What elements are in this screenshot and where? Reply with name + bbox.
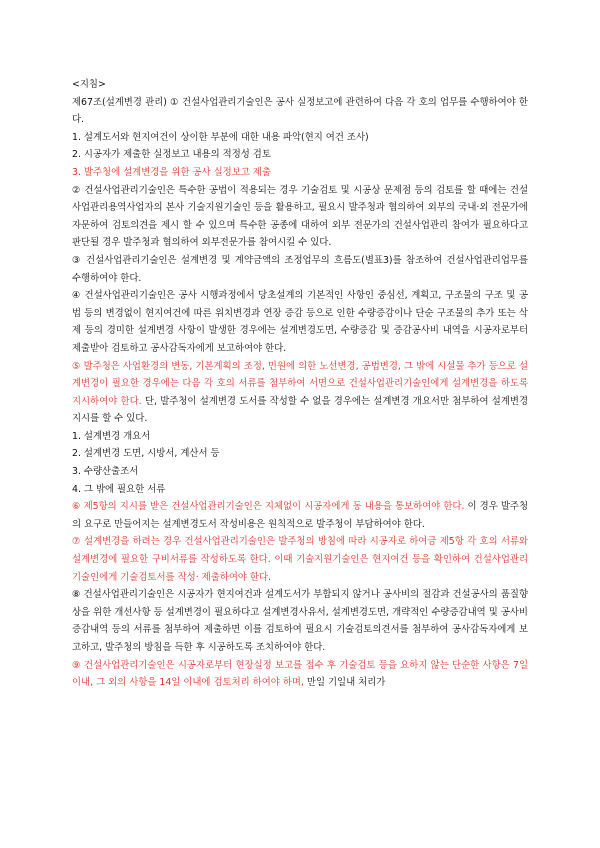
guideline-heading: <지침> bbox=[72, 79, 106, 90]
list-item: 2. 시공자가 제출한 실정보고 내용의 적정성 검토 bbox=[72, 149, 271, 161]
list-item: 3. 수량산출조서 bbox=[72, 466, 139, 478]
list-item: 1. 설계도서와 현지여건이 상이한 부분에 대한 내용 파악(현지 여건 조사) bbox=[72, 131, 369, 143]
paragraph-8: ⑧ 건설사업관리기술인은 시공자가 현지여건과 설계도서가 부합되지 않거나 공사비의 절감과 건설공사의 품질향상을 위한 개선사항 등 설계변경이 필요하다고 설계변경사유서, 설계변경도면, 개략적인 수량증감내역 및 공사비 증감내역 등의 서류를 첨부하여 제출하면 이를 검토하여 필요시 기술검토의견서를 첨부하여 공사감독자에게 보고하고, 발주청의 방침을 득한 후 시공하도록 조치하여야 한다. bbox=[72, 589, 528, 653]
article-title: 제67조(설계변경 관리) bbox=[72, 96, 167, 108]
list-item: 1. 설계변경 개요서 bbox=[72, 430, 151, 442]
article-intro: ① 건설사업관리기술인은 공사 실정보고에 관련하여 다음 각 호의 업무를 수행하여야 한다. bbox=[72, 96, 528, 126]
paragraph-4: ④ 건설사업관리기술인은 공사 시행과정에서 당초설계의 기본적인 사항인 중심선, 계획고, 구조물의 구조 및 공법 등의 변경없이 현지여건에 따른 위치변경과 연장 증감 등으로 인한 수량증감이나 단순 구조물의 추가 또는 삭제 등의 경미한 설계변경 사항이 발생한 경우에는 설계변경도면, 수량증감 및 증감공사비 내역을 시공자로부터 제출받아 검토하고 공사감독자에게 보고하여야 한다. bbox=[72, 290, 528, 354]
paragraph-5 bbox=[72, 358, 528, 428]
paragraph-6-text: 이 경우 발주청의 요구로 만들어지는 설계변경도서 작성비용은 원칙적으로 발주청이 부담하여야 한다. bbox=[72, 501, 529, 530]
paragraph-5-text: 단, 발주청이 설계변경 도서를 작성할 수 없을 경우에는 설계변경 개요서만 첨부하여 설계변경 지시를 할 수 있다. bbox=[72, 395, 528, 425]
paragraph-5-highlighted: ⑤ 발주청은 사업환경의 변동, 기본계획의 조정, 민원에 의한 노선변경, 공법변경, 그 밖에 시설물 추가 등으로 설계변경이 필요한 경우에는 다음 각 호의 서류를 첨부하여 서면으로 건설사업관리기술인에게 설계변경을 하도록 지시하여야 한다. bbox=[72, 360, 528, 407]
paragraph-2: ② 건설사업관리기술인은 특수한 공법이 적용되는 경우 기술검토 및 시공상 문제점 등의 검토를 할 때에는 건설사업관리용역사업자의 본사 기술지원기술인 등을 활용하고, 필요시 발주청과 협의하여 외부의 국내·외 전문가에 자문하여 검토의견을 제시 할 수 있으며 특수한 공종에 대하여 외부 전문가의 건설사업관리 참여가 필요하다고 판단될 경우 발주청과 협의하여 외부전문가를 참여시킬 수 있다. bbox=[72, 184, 528, 249]
paragraph-9-highlighted: ⑨ 건설사업관리기술인은 시공자로부터 현장실정 보고를 접수 후 기술검토 등을 요하지 않는 단순한 사항은 7일 이내, 그 외의 사항을 14일 이내에 검토처리 하여야 하며, bbox=[72, 659, 528, 689]
paragraph-6-highlighted: ⑥ 제5항의 지시를 받은 건설사업관리기술인은 지체없이 시공자에게 동 내용을 통보하여야 한다. bbox=[72, 501, 465, 513]
paragraph-3: ③ 건설사업관리기술인은 설계변경 및 계약금액의 조정업무의 흐름도(별표3)를 참조하여 건설사업관리업무를 수행하여야 한다. bbox=[72, 254, 528, 284]
document-page bbox=[72, 76, 528, 692]
list-item-highlighted: 3. 발주청에 설계변경을 위한 공사 실정보고 제출 bbox=[72, 166, 271, 178]
article-intro-paragraph bbox=[72, 94, 528, 129]
paragraph-7-highlighted: ⑦ 설계변경을 하려는 경우 건설사업관리기술인은 발주청의 방침에 따라 시공자로 하여금 제5항 각 호의 서류와 설계변경에 필요한 구비서류를 작성하도록 한다. 이때 기술지원기술인은 현지여건 등을 확인하여 건설사업관리기술인에게 기술검토서를 작성· 제출하여야 한다. bbox=[72, 536, 528, 583]
paragraph-9-text: 만일 기일내 처리가 bbox=[303, 677, 386, 689]
list-item: 2. 설계변경 도면, 시방서, 계산서 등 bbox=[72, 448, 220, 460]
list-item: 4. 그 밖에 필요한 서류 bbox=[72, 483, 166, 495]
paragraph-9 bbox=[72, 657, 528, 692]
paragraph-6 bbox=[72, 498, 528, 533]
